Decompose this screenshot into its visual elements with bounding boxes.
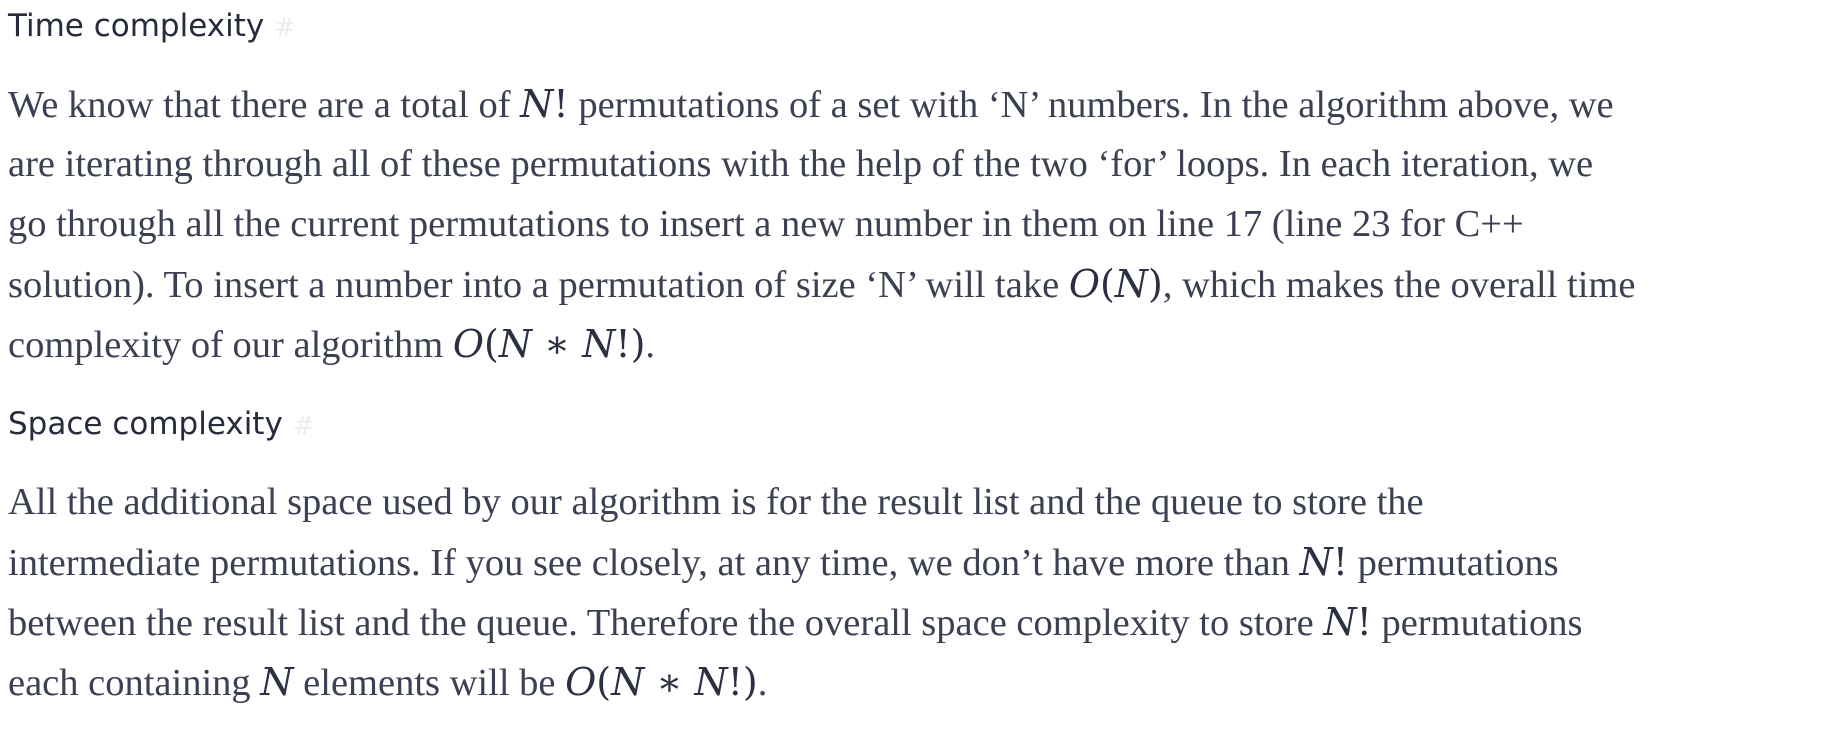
space-complexity-paragraph <box>8 472 1820 712</box>
text-run: solution). To insert a number into a permutation of size ‘N’ will take <box>8 264 1069 306</box>
paragraph-line <box>8 134 1820 194</box>
text-run: . <box>757 662 768 704</box>
text-run: are iterating through all of these permutations with the help of the two ‘for’ loops. In each iteration, we <box>8 143 1594 185</box>
math-expression: N <box>260 660 294 704</box>
math-expression: O(N ∗ N!) <box>452 322 646 366</box>
text-run: permutations of a set with ‘N’ numbers. In the algorithm above, we <box>568 84 1614 126</box>
text-run: elements will be <box>293 662 566 704</box>
text-run: complexity of our algorithm <box>8 324 453 366</box>
time-complexity-anchor-link[interactable]: # <box>274 13 297 43</box>
paragraph-line <box>8 74 1820 134</box>
text-run: , which makes the overall time <box>1162 264 1636 306</box>
time-complexity-title: Time complexity <box>8 8 265 44</box>
text-run: permutations <box>1371 602 1583 644</box>
space-complexity-heading <box>8 398 1820 450</box>
text-run: . <box>645 324 656 366</box>
complexity-section <box>8 0 1820 712</box>
text-run: We know that there are a total of <box>8 84 521 126</box>
math-expression: O(N) <box>1068 262 1163 306</box>
paragraph-line <box>8 194 1820 254</box>
paragraph-line <box>8 652 1820 712</box>
space-complexity-anchor-link[interactable]: # <box>292 411 315 441</box>
text-run: each containing <box>8 662 261 704</box>
paragraph-line <box>8 314 1820 374</box>
paragraph-line <box>8 532 1820 592</box>
paragraph-line <box>8 254 1820 314</box>
text-run: intermediate permutations. If you see closely, at any time, we don’t have more than <box>8 542 1300 584</box>
text-run: All the additional space used by our algorithm is for the result list and the queue to store the <box>8 481 1424 523</box>
math-expression: N! <box>1323 600 1372 644</box>
space-complexity-title: Space complexity <box>8 406 283 442</box>
time-complexity-heading <box>8 0 1820 52</box>
text-run: permutations <box>1348 542 1559 584</box>
math-expression: N! <box>520 82 569 126</box>
paragraph-line <box>8 472 1820 532</box>
text-run: go through all the current permutations to insert a new number in them on line 17 (line 23 for C++ <box>8 203 1524 245</box>
text-run: between the result list and the queue. Therefore the overall space complexity to store <box>8 602 1324 644</box>
math-expression: N! <box>1299 540 1349 584</box>
math-expression: O(N ∗ N!) <box>565 660 758 704</box>
paragraph-line <box>8 592 1820 652</box>
time-complexity-paragraph <box>8 74 1820 374</box>
